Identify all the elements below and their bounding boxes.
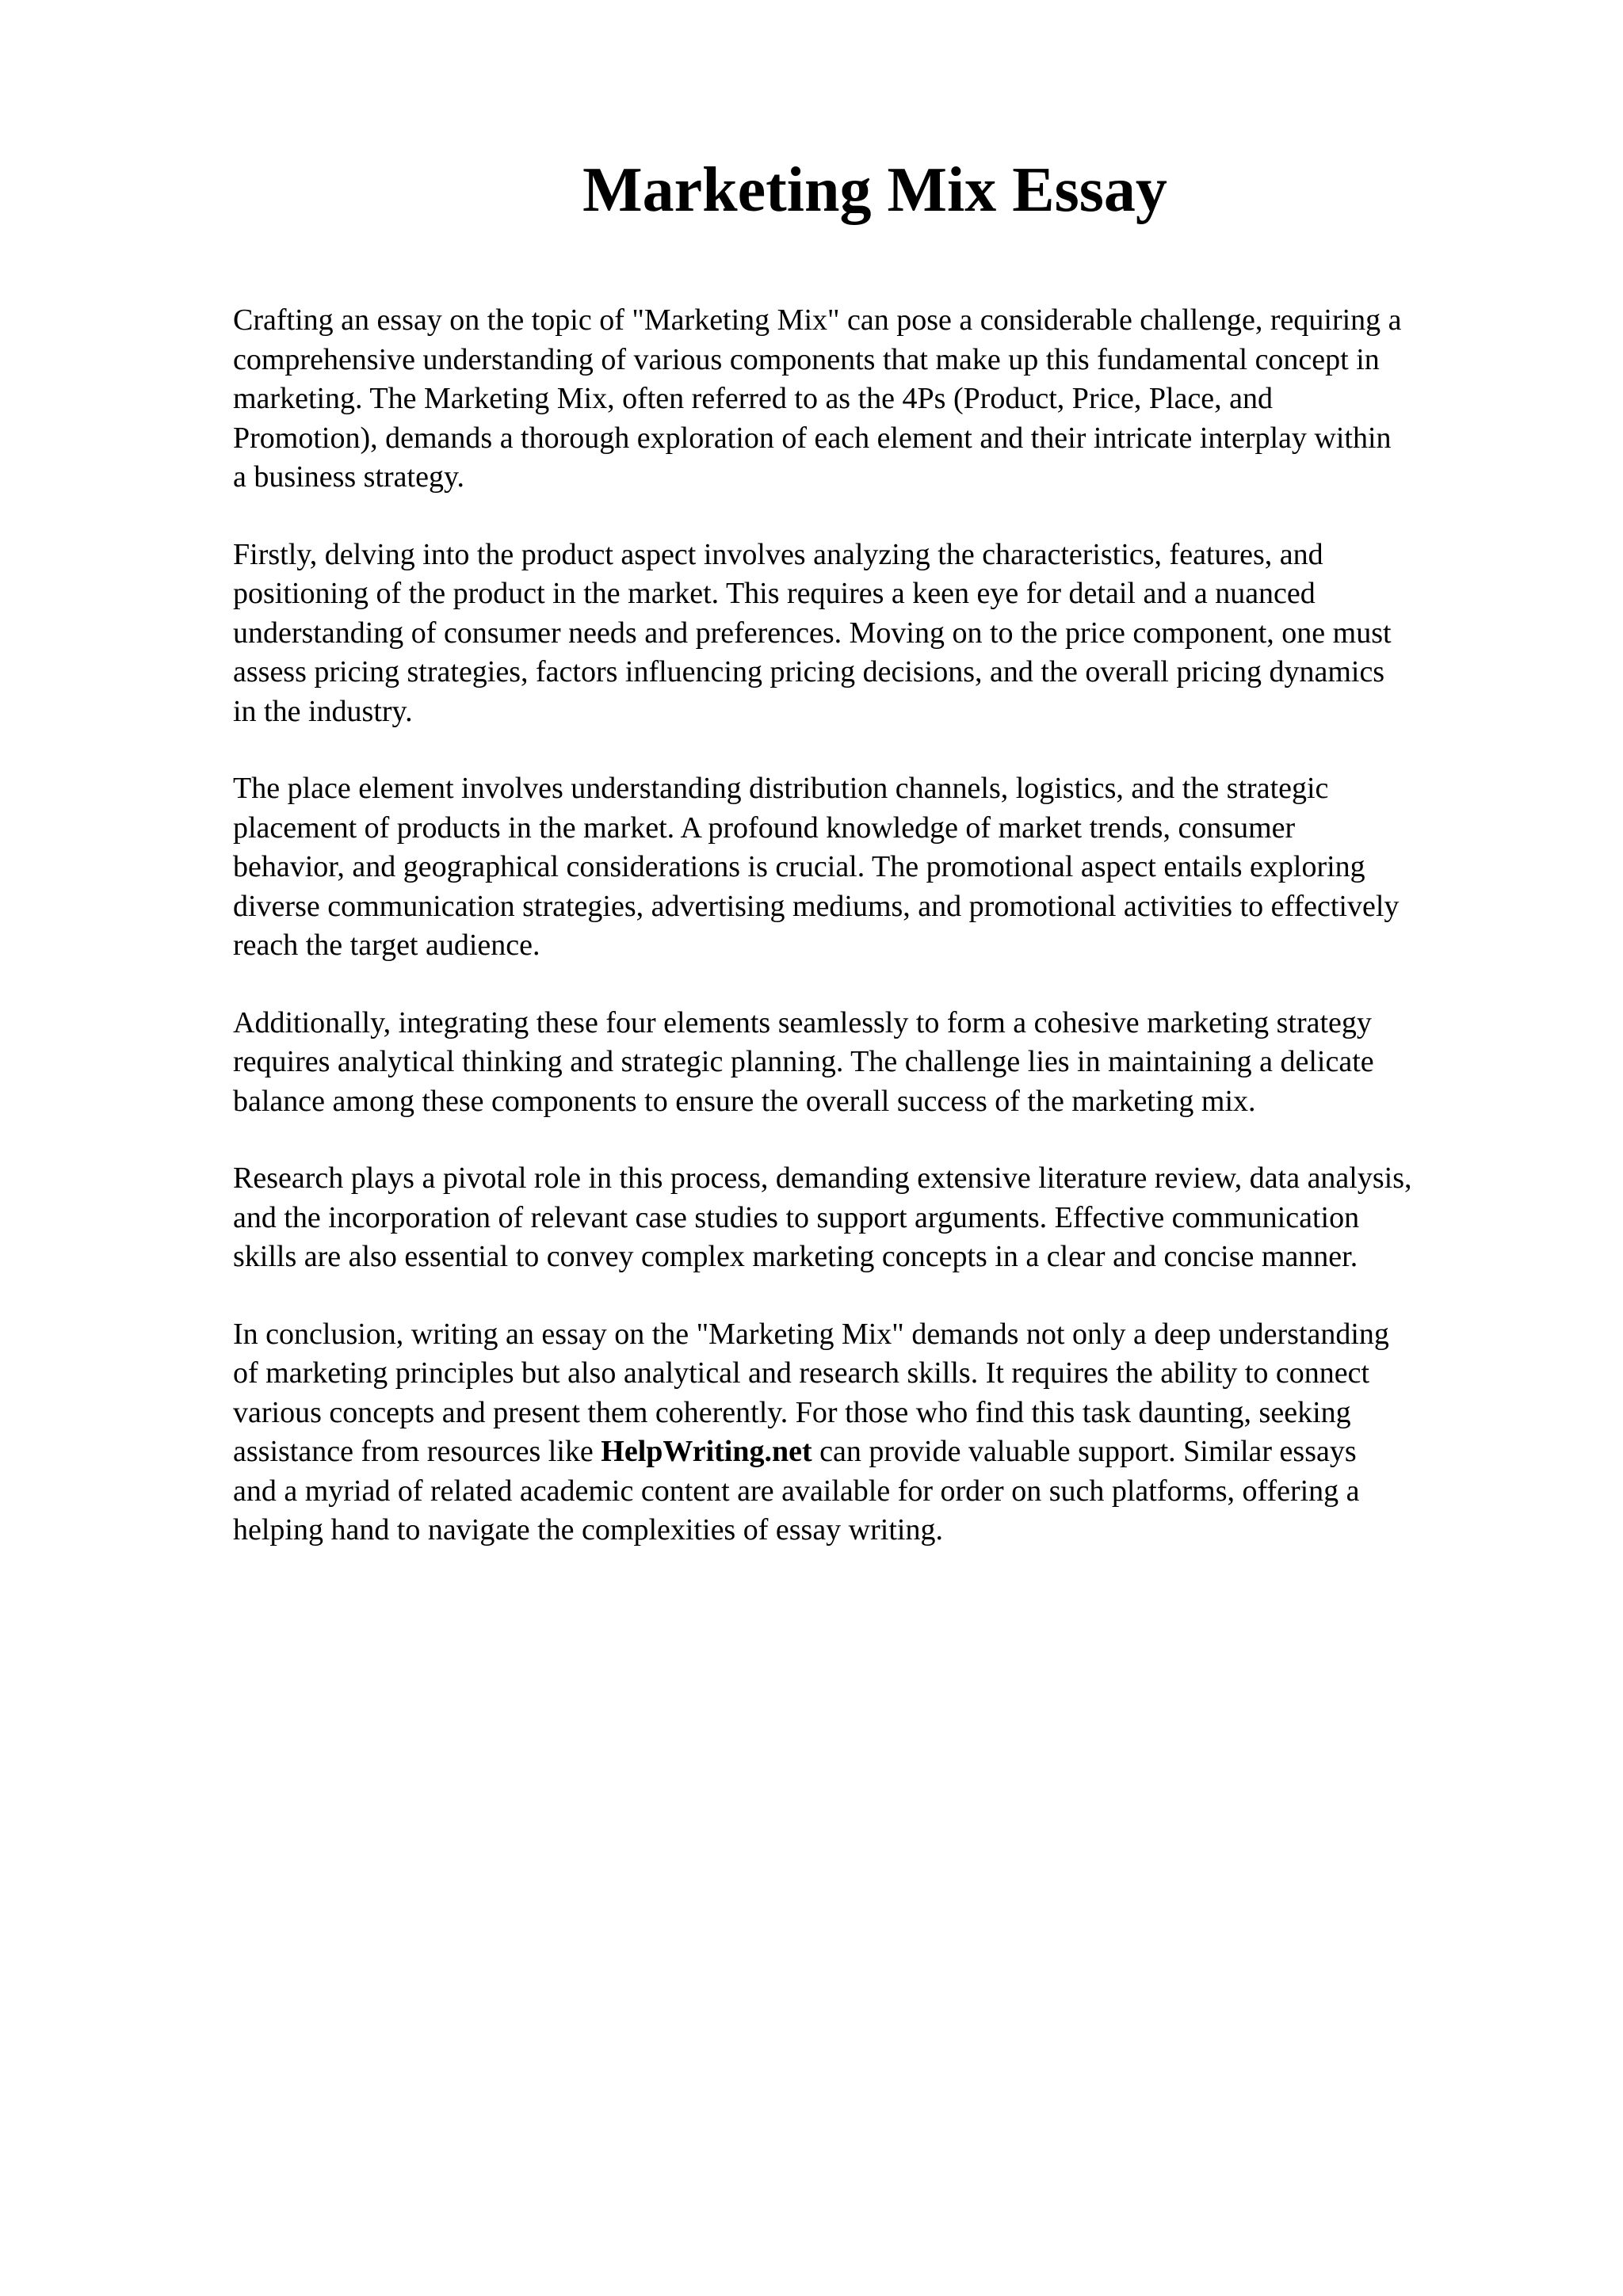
text-line: a business strategy. — [233, 460, 464, 494]
text-line: helping hand to navigate the complexities of essay writing. — [233, 1513, 943, 1547]
text-line: The place element involves understanding distribution channels, logistics, and the strategic — [233, 772, 1329, 805]
document-body — [233, 301, 1533, 1589]
text-line: comprehensive understanding of various components that make up this fundamental concept in — [233, 342, 1380, 376]
text-line: Firstly, delving into the product aspect involves analyzing the characteristics, features, and — [233, 537, 1323, 571]
document-title: Marketing Mix Essay — [582, 155, 1167, 225]
text-line: diverse communication strategies, advertising mediums, and promotional activities to effectively — [233, 889, 1400, 923]
text-line: skills are also essential to convey complex marketing concepts in a clear and concise manner. — [233, 1240, 1358, 1273]
text-line: Research plays a pivotal role in this process, demanding extensive literature review, data analysis, — [233, 1161, 1412, 1195]
text-line: behavior, and geographical considerations is crucial. The promotional aspect entails exploring — [233, 850, 1365, 883]
text-line: assess pricing strategies, factors influencing pricing decisions, and the overall pricing dynamics — [233, 655, 1385, 688]
paragraph-conclusion — [233, 1315, 1533, 1550]
text-line: positioning of the product in the market. This requires a keen eye for detail and a nuanced — [233, 577, 1316, 610]
text-line: reach the target audience. — [233, 929, 540, 962]
text-line: and a myriad of related academic content are available for order on such platforms, offering a — [233, 1474, 1360, 1508]
text-line: placement of products in the market. A profound knowledge of market trends, consumer — [233, 810, 1296, 845]
text-line: and the incorporation of relevant case studies to support arguments. Effective communication — [233, 1200, 1360, 1234]
text-segment: assistance from resources like — [233, 1435, 601, 1468]
text-line: In conclusion, writing an essay on the "Marketing Mix" demands not only a deep understanding — [233, 1317, 1389, 1351]
text-line-with-brand — [233, 1432, 1533, 1472]
paragraph-product-price — [233, 536, 1533, 732]
text-line: balance among these components to ensure the overall success of the marketing mix. — [233, 1084, 1256, 1118]
text-line: Crafting an essay on the topic of "Marketing Mix" can pose a considerable challenge, requiring a — [233, 303, 1402, 337]
text-line: marketing. The Marketing Mix, often referred to as the 4Ps (Product, Price, Place, and — [233, 382, 1274, 415]
paragraph-integration — [233, 1004, 1533, 1122]
text-line: of marketing principles but also analytical and research skills. It requires the ability to connect — [233, 1356, 1370, 1390]
text-line: various concepts and present them coherently. For those who find this task daunting, seeking — [233, 1395, 1351, 1429]
text-line: in the industry. — [233, 694, 413, 728]
paragraph-place-promotion — [233, 769, 1533, 966]
text-segment: can provide valuable support. Similar essays — [812, 1435, 1357, 1468]
paragraph-research — [233, 1159, 1533, 1277]
brand-name: HelpWriting.net — [601, 1435, 812, 1468]
paragraph-intro — [233, 301, 1533, 498]
text-line: requires analytical thinking and strategic planning. The challenge lies in maintaining a delicate — [233, 1045, 1374, 1078]
text-line: Promotion), demands a thorough exploration of each element and their intricate interplay within — [233, 421, 1392, 455]
text-line: understanding of consumer needs and preferences. Moving on to the price component, one must — [233, 616, 1392, 650]
text-line: Additionally, integrating these four elements seamlessly to form a cohesive marketing strategy — [233, 1005, 1372, 1039]
